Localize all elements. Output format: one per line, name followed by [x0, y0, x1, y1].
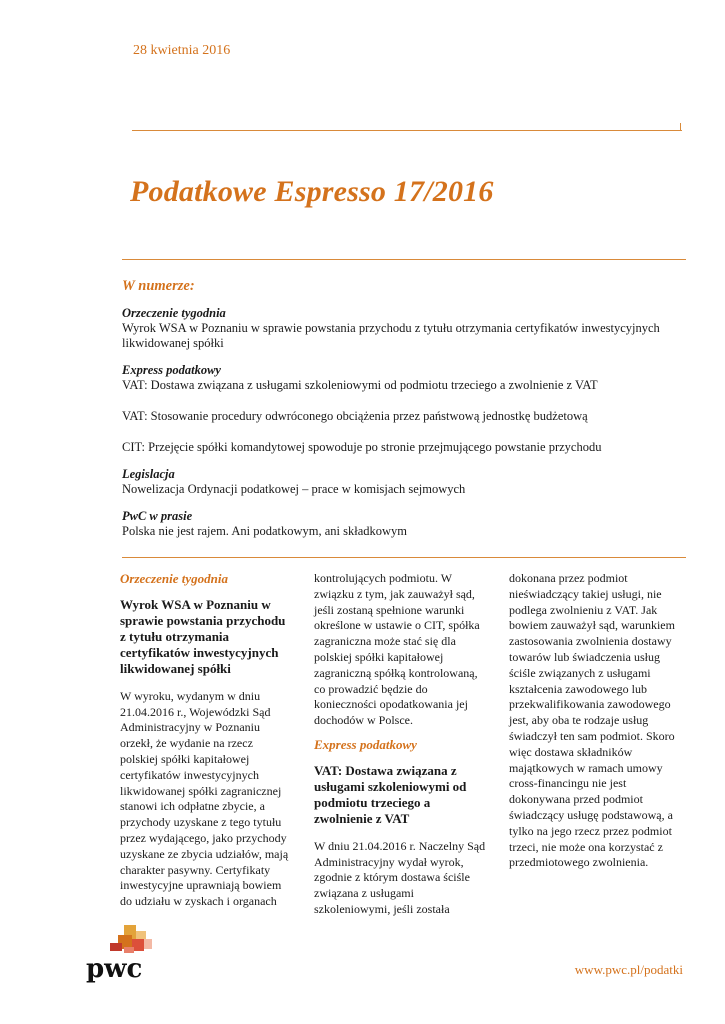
newsletter-title: Podatkowe Espresso 17/2016 — [130, 175, 494, 208]
toc-top-divider — [122, 259, 686, 260]
article-body: dokonana przez podmiot nieświadczący takiej usługi, nie podlega zwolnieniu z VAT. Jak bowiem zauważył sąd, warunkiem zastosowania zwolnienia dostawy towarów lub świadczenia usług ściśle związanych z usługami kształcenia zawodowego lub przekwalifikowania zawodowego jest, aby oba te rodzaje usług świadczył ten sam podmiot. Skoro więc dostawa składników majątkowych w ramach umowy cross-financingu nie jest dokonywana przed podmiot świadczący usługę podstawową, a tylko na jego rzecz przez podmiot trzeci, nie może ona korzystać z przedmiotowego zwolnienia. — [509, 571, 675, 870]
article-title: Wyrok WSA w Poznaniu w sprawie powstania przychodu z tytułu otrzymania certyfikatów inwestycyjnych likwidowanej spółki — [120, 596, 286, 676]
toc-section-title: PwC w prasie — [122, 509, 193, 523]
toc-item[interactable]: Wyrok WSA w Poznaniu w sprawie powstania przychodu z tytułu otrzymania certyfikatów inwestycyjnych likwidowanej spółki — [122, 321, 660, 350]
section-heading: Express podatkowy — [314, 736, 417, 752]
toc-heading: W numerze: — [122, 278, 195, 294]
pwc-logo-mark — [80, 925, 160, 985]
toc-section-orzeczenie — [122, 306, 677, 351]
issue-date: 28 kwietnia 2016 — [133, 43, 231, 58]
toc-item[interactable]: Nowelizacja Ordynacji podatkowej – prace w komisjach sejmowych — [122, 482, 466, 496]
column-3 — [509, 571, 685, 871]
article-body: W dniu 21.04.2016 r. Naczelny Sąd Administracyjny wydał wyrok, zgodnie z którym dostawa ściśle związana z usługami szkoleniowymi, jeśli została — [314, 838, 486, 916]
toc-item[interactable]: Polska nie jest rajem. Ani podatkowym, ani składkowym — [122, 524, 408, 538]
toc-section-title: Express podatkowy — [122, 363, 221, 377]
toc-section-express — [122, 363, 677, 455]
toc-section-prasa — [122, 509, 677, 539]
table-of-contents — [122, 306, 677, 539]
footer-url-link[interactable]: www.pwc.pl/podatki — [574, 962, 683, 977]
top-divider-tick — [680, 123, 681, 131]
toc-item[interactable]: VAT: Dostawa związana z usługami szkoleniowymi od podmiotu trzeciego a zwolnienie z VAT — [122, 378, 598, 392]
article-body: kontrolujących podmiotu. W związku z tym, jak zauważył sąd, jeśli zostaną spełnione warunki określone w ustawie o CIT, spółka zagraniczna może stać się dla polskiej spółki kapitałowej zagraniczną spółką kontrolowaną, co prowadzić będzie do konieczności opodatkowania jej dochodów w Polsce. — [314, 571, 480, 728]
section-heading: Orzeczenie tygodnia — [120, 571, 228, 586]
toc-item[interactable]: VAT: Stosowanie procedury odwróconego obciążenia przez państwową jednostkę budżetową — [122, 409, 588, 423]
pwc-logo — [80, 925, 160, 985]
toc-bottom-divider — [122, 557, 686, 558]
pwc-wordmark: pwc — [86, 954, 143, 984]
toc-section-title: Orzeczenie tygodnia — [122, 306, 226, 320]
article-body: W wyroku, wydanym w dniu 21.04.2016 r., Wojewódzki Sąd Administracyjny w Poznaniu orzekł, że wydanie na rzecz polskiej spółki kapitałowej certyfikatów inwestycyjnych likwidowanej spółki zagranicznej stanowi ich odpłatne zbycie, a przychody uzyskane z tego tytułu przez wydającego, jako przychody uzyskane ze zbycia udziałów, mają charakter pasywny. Certyfikaty inwestycyjne uprawniają bowiem do udziału w zyskach i organach — [120, 688, 289, 909]
toc-section-legislacja — [122, 467, 677, 497]
column-1 — [120, 571, 292, 910]
top-divider — [132, 130, 682, 131]
toc-section-title: Legislacja — [122, 467, 175, 481]
toc-item[interactable]: CIT: Przejęcie spółki komandytowej spowoduje po stronie przejmującego powstanie przychodu — [122, 440, 602, 454]
column-2 — [314, 571, 490, 918]
article-title: VAT: Dostawa związana z usługami szkoleniowymi od podmiotu trzeciego a zwolnienie z VAT — [314, 762, 467, 826]
